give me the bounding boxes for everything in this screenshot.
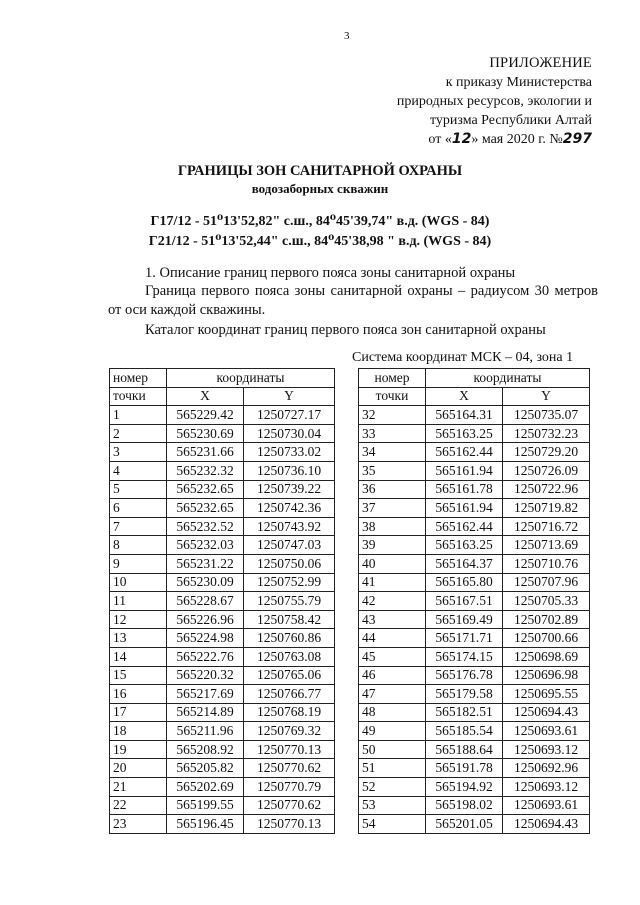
point-number: 47: [359, 685, 426, 704]
coord-x: 565231.22: [167, 554, 244, 573]
annex-line-3: туризма Республики Алтай: [429, 113, 592, 128]
coord-y: 1250710.76: [503, 554, 590, 573]
annex-line-1: к приказу Министерства: [445, 75, 592, 90]
table-row: [110, 461, 335, 480]
point-number: 34: [359, 443, 426, 462]
coord-y: 1250770.62: [244, 796, 335, 815]
point-number: 33: [359, 424, 426, 443]
coord-y: 1250755.79: [244, 592, 335, 611]
coord-y: 1250763.08: [244, 647, 335, 666]
table-row: [359, 424, 590, 443]
table-row: [359, 666, 590, 685]
coord-y: 1250768.19: [244, 703, 335, 722]
coordinates-table-left: [109, 368, 335, 834]
point-number: 54: [359, 815, 426, 834]
annex-line-2: природных ресурсов, экологии и: [396, 94, 592, 109]
coord-y: 1250722.96: [503, 480, 590, 499]
point-number: 11: [110, 592, 167, 611]
table-row: [110, 424, 335, 443]
point-number: 19: [110, 740, 167, 759]
well-coordinates-1: Г17/12 - 51⁰13'52,82" с.ш., 84⁰45'39,74" в.д. (WGS - 84): [150, 214, 490, 229]
coord-x: 565232.32: [167, 461, 244, 480]
coord-x: 565163.25: [426, 424, 503, 443]
coord-x: 565208.92: [167, 740, 244, 759]
coord-x: 565205.82: [167, 759, 244, 778]
point-number: 15: [110, 666, 167, 685]
coord-y: 1250705.33: [503, 592, 590, 611]
table-row: [110, 759, 335, 778]
coord-y: 1250716.72: [503, 517, 590, 536]
coord-y: 1250713.69: [503, 536, 590, 555]
point-number: 40: [359, 554, 426, 573]
coord-y: 1250770.79: [244, 778, 335, 797]
section-1-heading: 1. Описание границ первого пояса зоны санитарной охраны: [145, 265, 516, 281]
point-number: 9: [110, 554, 167, 573]
table-row: [110, 703, 335, 722]
annex-title: ПРИЛОЖЕНИЕ: [489, 55, 592, 71]
point-number: 41: [359, 573, 426, 592]
point-number: 2: [110, 424, 167, 443]
coord-y: 1250700.66: [503, 629, 590, 648]
point-number: 12: [110, 610, 167, 629]
table-row: [359, 499, 590, 518]
point-number: 16: [110, 685, 167, 704]
catalog-title: Каталог координат границ первого пояса зон санитарной охраны: [145, 322, 546, 338]
point-number: 46: [359, 666, 426, 685]
point-number: 52: [359, 778, 426, 797]
point-number: 37: [359, 499, 426, 518]
coordinate-system: Система координат МСК – 04, зона 1: [352, 350, 574, 365]
coord-y: 1250693.12: [503, 740, 590, 759]
table-row: [359, 629, 590, 648]
coord-y: 1250694.43: [503, 703, 590, 722]
header-number-top: номер: [110, 369, 167, 388]
table-row: [359, 592, 590, 611]
coord-x: 565165.80: [426, 573, 503, 592]
point-number: 48: [359, 703, 426, 722]
coord-x: 565179.58: [426, 685, 503, 704]
table-row: [110, 685, 335, 704]
table-row: [359, 722, 590, 741]
table-row: [359, 573, 590, 592]
coord-y: 1250770.62: [244, 759, 335, 778]
header-coordinates: координаты: [167, 369, 335, 388]
coord-x: 565211.96: [167, 722, 244, 741]
table-row: [359, 815, 590, 834]
coord-x: 565232.03: [167, 536, 244, 555]
point-number: 21: [110, 778, 167, 797]
coord-y: 1250707.96: [503, 573, 590, 592]
coord-x: 565202.69: [167, 778, 244, 797]
coord-y: 1250765.06: [244, 666, 335, 685]
table-row: [359, 443, 590, 462]
coord-x: 565164.37: [426, 554, 503, 573]
coord-y: 1250693.61: [503, 796, 590, 815]
coord-y: 1250732.23: [503, 424, 590, 443]
coord-y: 1250739.22: [244, 480, 335, 499]
coordinates-table-right: [358, 368, 590, 834]
coord-x: 565231.66: [167, 443, 244, 462]
header-y: Y: [244, 387, 335, 406]
table-row: [359, 759, 590, 778]
well-coordinates-2: Г21/12 - 51⁰13'52,44" с.ш., 84⁰45'38,98 " в.д. (WGS - 84): [148, 234, 492, 249]
point-number: 14: [110, 647, 167, 666]
point-number: 32: [359, 406, 426, 425]
point-number: 3: [110, 443, 167, 462]
coord-y: 1250735.07: [503, 406, 590, 425]
coord-x: 565162.44: [426, 443, 503, 462]
point-number: 42: [359, 592, 426, 611]
coord-x: 565220.32: [167, 666, 244, 685]
point-number: 1: [110, 406, 167, 425]
point-number: 5: [110, 480, 167, 499]
document-title: ГРАНИЦЫ ЗОН САНИТАРНОЙ ОХРАНЫ: [177, 163, 463, 179]
coord-x: 565167.51: [426, 592, 503, 611]
point-number: 43: [359, 610, 426, 629]
coord-y: 1250698.69: [503, 647, 590, 666]
coord-y: 1250750.06: [244, 554, 335, 573]
page-number: 3: [344, 30, 350, 42]
coord-x: 565169.49: [426, 610, 503, 629]
table-row: [359, 778, 590, 797]
point-number: 17: [110, 703, 167, 722]
table-row: [359, 536, 590, 555]
point-number: 18: [110, 722, 167, 741]
coord-x: 565161.94: [426, 461, 503, 480]
table-row: [359, 740, 590, 759]
coord-x: 565191.78: [426, 759, 503, 778]
coord-y: 1250760.86: [244, 629, 335, 648]
table-row: [359, 517, 590, 536]
table-row: [110, 554, 335, 573]
table-row: [110, 740, 335, 759]
point-number: 53: [359, 796, 426, 815]
point-number: 10: [110, 573, 167, 592]
coord-x: 565174.15: [426, 647, 503, 666]
coord-x: 565201.05: [426, 815, 503, 834]
table-row: [110, 480, 335, 499]
coord-y: 1250769.32: [244, 722, 335, 741]
coord-x: 565194.92: [426, 778, 503, 797]
table-row: [110, 499, 335, 518]
table-row: [359, 703, 590, 722]
point-number: 38: [359, 517, 426, 536]
table-row: [110, 610, 335, 629]
coord-x: 565171.71: [426, 629, 503, 648]
coord-y: 1250733.02: [244, 443, 335, 462]
point-number: 45: [359, 647, 426, 666]
point-number: 39: [359, 536, 426, 555]
coord-x: 565162.44: [426, 517, 503, 536]
header-coordinates: координаты: [426, 369, 590, 388]
coord-y: 1250747.03: [244, 536, 335, 555]
table-row: [110, 796, 335, 815]
coord-x: 565232.65: [167, 499, 244, 518]
point-number: 7: [110, 517, 167, 536]
coord-y: 1250726.09: [503, 461, 590, 480]
coord-y: 1250694.43: [503, 815, 590, 834]
coord-x: 565230.69: [167, 424, 244, 443]
table-row: [359, 685, 590, 704]
coord-x: 565226.96: [167, 610, 244, 629]
annex-date: [352, 130, 592, 149]
point-number: 51: [359, 759, 426, 778]
table-row: [110, 629, 335, 648]
point-number: 23: [110, 815, 167, 834]
header-number-bottom: точки: [359, 387, 426, 406]
coord-y: 1250729.20: [503, 443, 590, 462]
coord-x: 565185.54: [426, 722, 503, 741]
coord-x: 565182.51: [426, 703, 503, 722]
coord-y: 1250752.99: [244, 573, 335, 592]
table-row: [359, 406, 590, 425]
point-number: 44: [359, 629, 426, 648]
point-number: 36: [359, 480, 426, 499]
section-1-text: Граница первого пояса зоны санитарной охраны – радиусом 30 метров от оси каждой скважины.: [108, 283, 598, 318]
header-y: Y: [503, 387, 590, 406]
coord-x: 565161.94: [426, 499, 503, 518]
table-row: [110, 815, 335, 834]
coord-y: 1250730.04: [244, 424, 335, 443]
coord-y: 1250693.61: [503, 722, 590, 741]
coord-x: 565199.55: [167, 796, 244, 815]
coord-x: 565228.67: [167, 592, 244, 611]
table-row: [110, 666, 335, 685]
table-row: [110, 573, 335, 592]
coord-y: 1250770.13: [244, 740, 335, 759]
coord-x: 565198.02: [426, 796, 503, 815]
table-row: [110, 778, 335, 797]
table-row: [359, 610, 590, 629]
table-row: [110, 647, 335, 666]
point-number: 22: [110, 796, 167, 815]
table-row: [110, 406, 335, 425]
table-row: [110, 592, 335, 611]
header-number-top: номер: [359, 369, 426, 388]
header-number-bottom: точки: [110, 387, 167, 406]
coord-x: 565161.78: [426, 480, 503, 499]
table-row: [359, 796, 590, 815]
coord-x: 565214.89: [167, 703, 244, 722]
point-number: 4: [110, 461, 167, 480]
point-number: 13: [110, 629, 167, 648]
point-number: 20: [110, 759, 167, 778]
coord-y: 1250758.42: [244, 610, 335, 629]
coord-x: 565188.64: [426, 740, 503, 759]
table-row: [110, 722, 335, 741]
coord-x: 565217.69: [167, 685, 244, 704]
point-number: 8: [110, 536, 167, 555]
coord-y: 1250702.89: [503, 610, 590, 629]
date-middle: » мая 2020 г. №: [471, 132, 563, 147]
header-x: X: [426, 387, 503, 406]
coord-x: 565229.42: [167, 406, 244, 425]
point-number: 35: [359, 461, 426, 480]
order-number-handwritten: 297: [562, 131, 592, 147]
coord-y: 1250696.98: [503, 666, 590, 685]
coord-x: 565232.52: [167, 517, 244, 536]
coord-x: 565222.76: [167, 647, 244, 666]
table-row: [359, 554, 590, 573]
coord-y: 1250743.92: [244, 517, 335, 536]
table-row: [110, 517, 335, 536]
annex-header: [352, 54, 592, 149]
point-number: 50: [359, 740, 426, 759]
table-row: [359, 461, 590, 480]
coord-x: 565196.45: [167, 815, 244, 834]
point-number: 6: [110, 499, 167, 518]
coord-x: 565230.09: [167, 573, 244, 592]
table-row: [110, 443, 335, 462]
coord-y: 1250695.55: [503, 685, 590, 704]
table-row: [110, 536, 335, 555]
coord-y: 1250719.82: [503, 499, 590, 518]
coord-y: 1250770.13: [244, 815, 335, 834]
document-subtitle: водозаборных скважин: [251, 181, 389, 196]
table-row: [359, 647, 590, 666]
date-prefix: от «: [428, 132, 452, 147]
header-x: X: [167, 387, 244, 406]
coord-y: 1250692.96: [503, 759, 590, 778]
coord-x: 565224.98: [167, 629, 244, 648]
date-day-handwritten: 12: [451, 131, 472, 147]
coord-x: 565163.25: [426, 536, 503, 555]
coord-y: 1250736.10: [244, 461, 335, 480]
coord-y: 1250766.77: [244, 685, 335, 704]
coord-x: 565176.78: [426, 666, 503, 685]
coord-y: 1250693.12: [503, 778, 590, 797]
coord-y: 1250727.17: [244, 406, 335, 425]
coord-x: 565232.65: [167, 480, 244, 499]
coord-y: 1250742.36: [244, 499, 335, 518]
coord-x: 565164.31: [426, 406, 503, 425]
table-row: [359, 480, 590, 499]
point-number: 49: [359, 722, 426, 741]
